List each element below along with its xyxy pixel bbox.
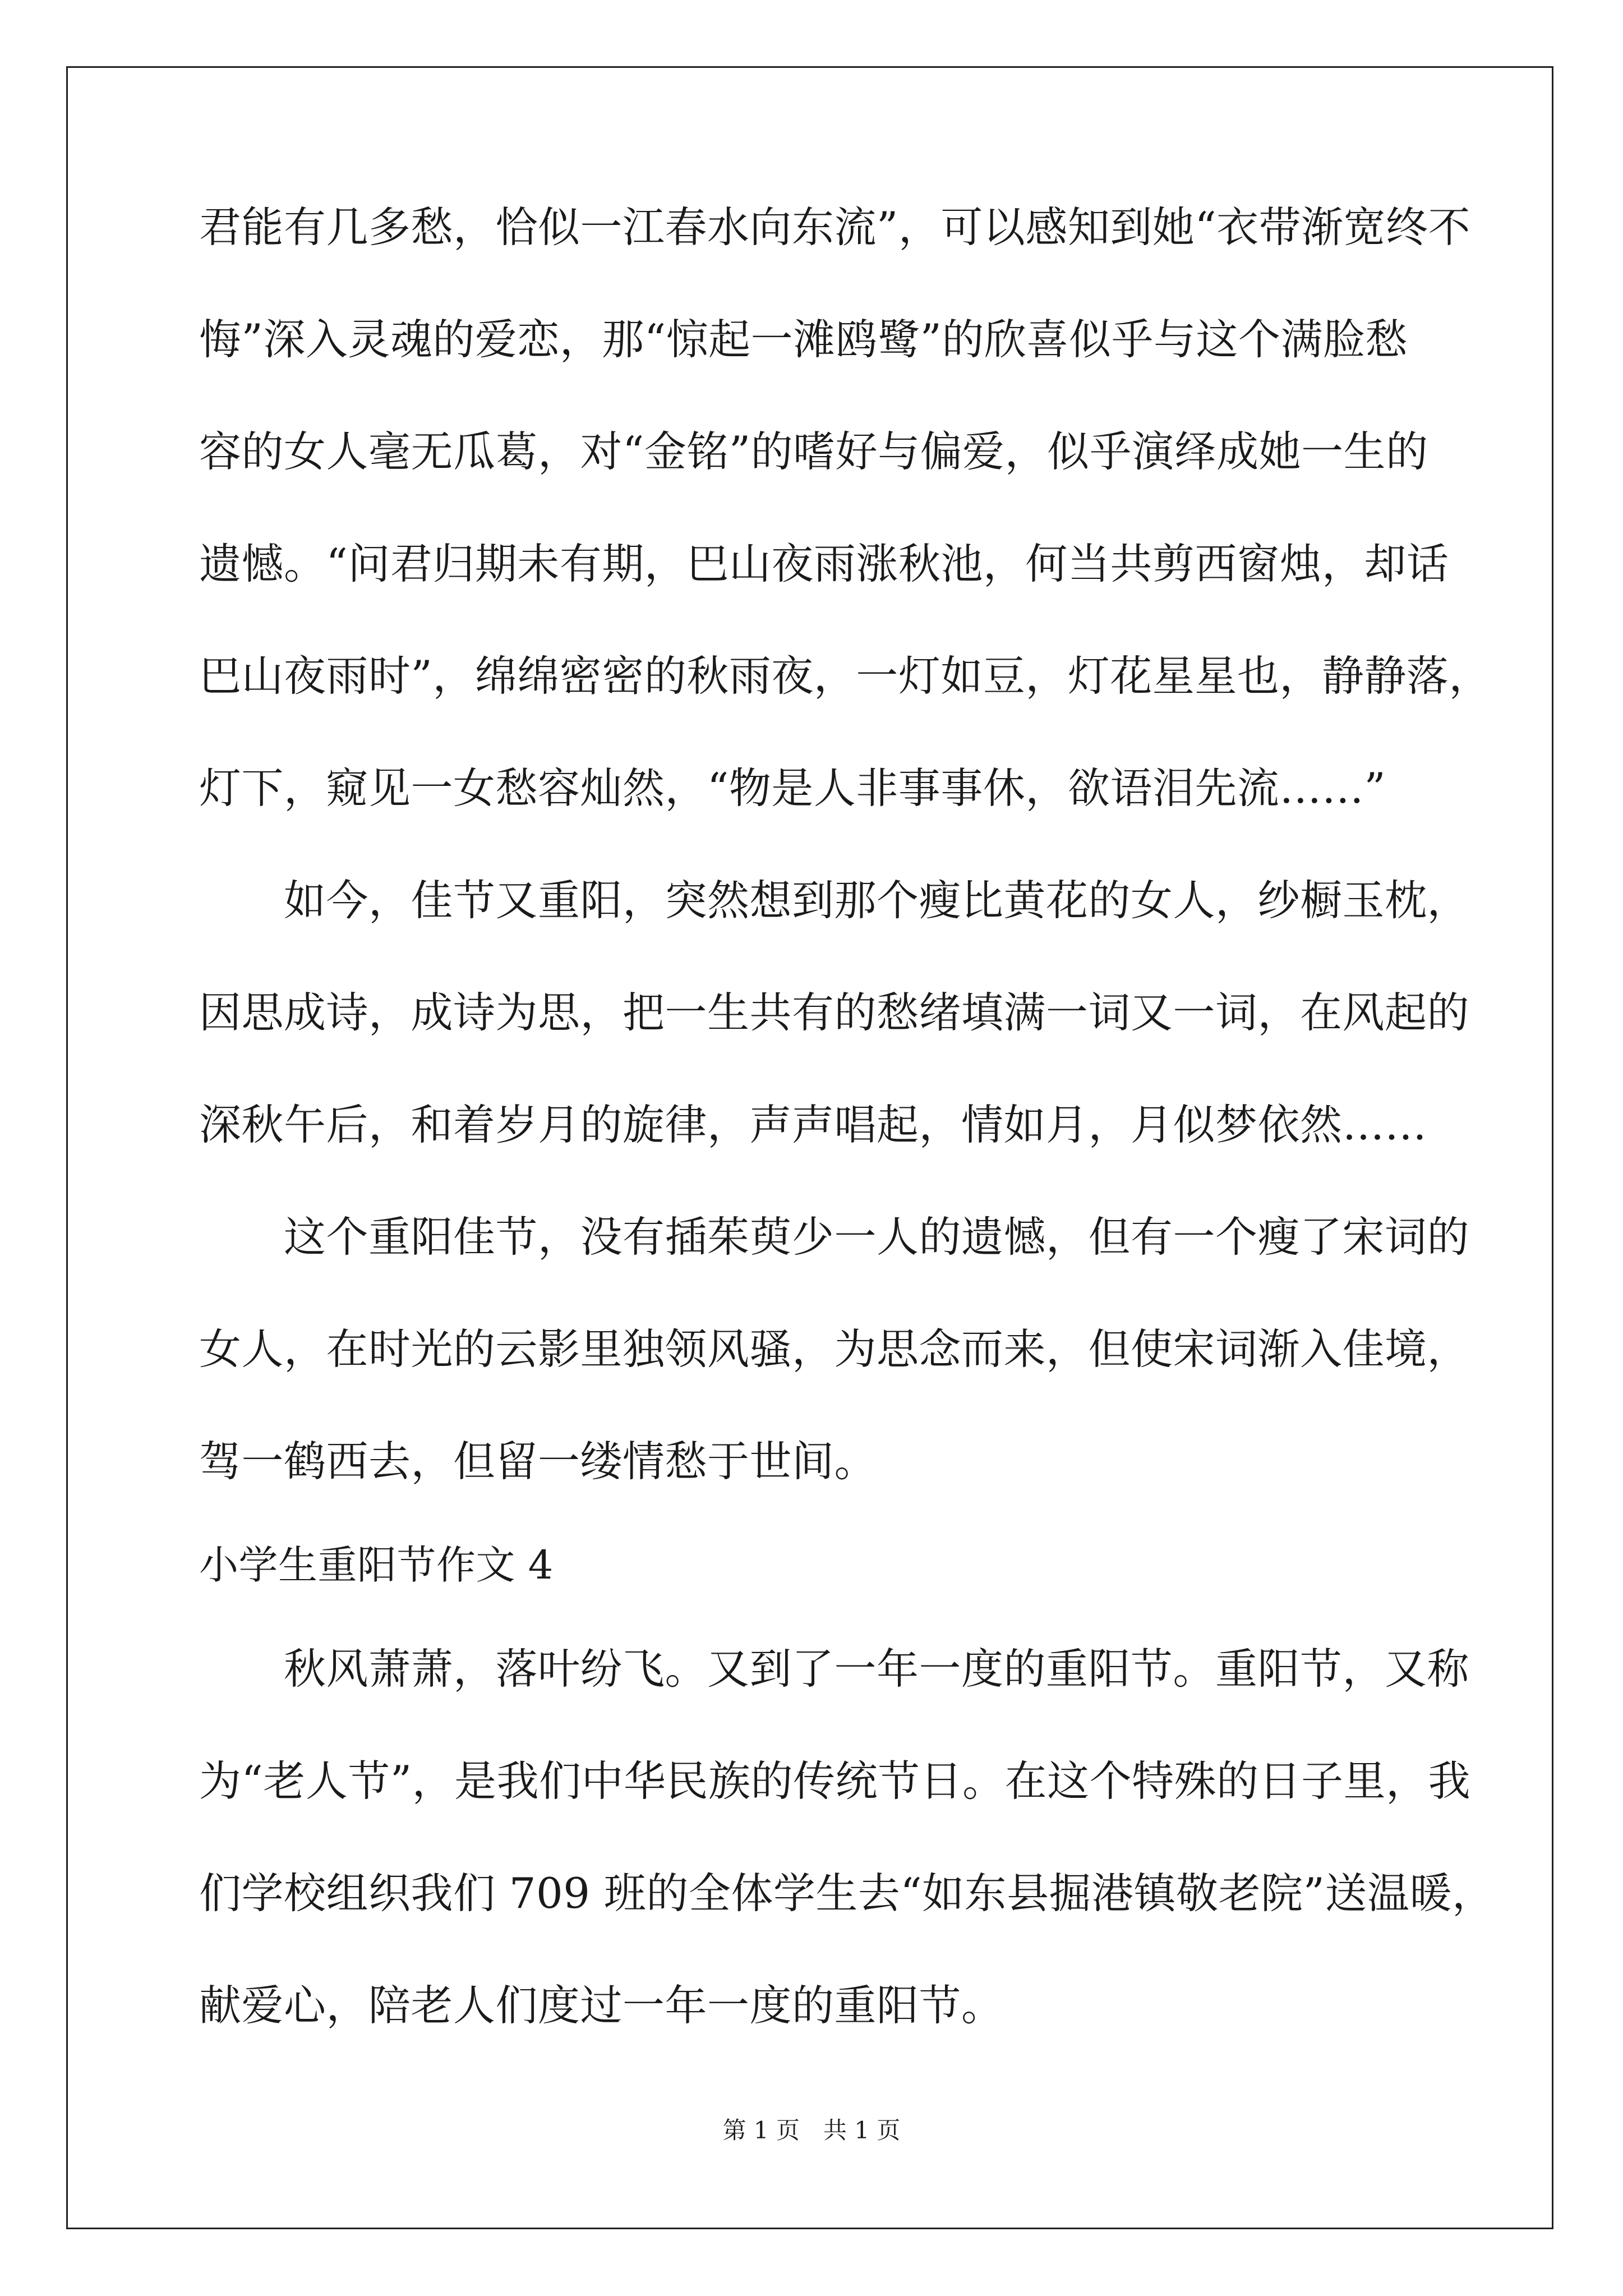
text-line: 这个重阳佳节，没有插茱萸少一人的遗憾，但有一个瘦了宋词的 <box>199 1212 1470 1262</box>
text-line: 驾一鹤西去，但留一缕情愁于世间。 <box>199 1437 877 1486</box>
text-line: 们学校组织我们 709 班的全体学生去“如东县掘港镇敬老院”送温暖， <box>199 1869 1495 1918</box>
text-line: 因思成诗，成诗为思，把一生共有的愁绪填满一词又一词，在风起的 <box>199 988 1470 1037</box>
text-line: 为“老人节”，是我们中华民族的传统节日。在这个特殊的日子里，我 <box>199 1756 1471 1806</box>
text-line: 悔”深入灵魂的爱恋，那“惊起一滩鸥鹭”的欣喜似乎与这个满脸愁 <box>199 315 1408 364</box>
text-line: 献爱心，陪老人们度过一年一度的重阳节。 <box>199 1981 1004 2030</box>
section-heading: 小学生重阳节作文 4 <box>199 1542 554 1588</box>
text-line: 秋风萧萧，落叶纷飞。又到了一年一度的重阳节。重阳节，又称 <box>199 1644 1470 1694</box>
text-line: 容的女人毫无瓜葛，对“金铭”的嗜好与偏爱，似乎演绎成她一生的 <box>199 427 1428 476</box>
text-line: 女人，在时光的云影里独领风骚，为思念而来，但使宋词渐入佳境， <box>199 1324 1470 1374</box>
text-line: 遗憾。“问君归期未有期，巴山夜雨涨秋池，何当共剪西窗烛，却话 <box>199 539 1449 588</box>
text-line: 君能有几多愁，恰似一江春水向东流”，可以感知到她“衣带渐宽终不 <box>199 203 1471 252</box>
text-line: 巴山夜雨时”，绵绵密密的秋雨夜，一灯如豆，灯花星星也，静静落， <box>199 651 1491 701</box>
text-line: 深秋午后，和着岁月的旋律，声声唱起，情如月，月似梦依然…… <box>199 1100 1427 1149</box>
text-line: 如今，佳节又重阳，突然想到那个瘦比黄花的女人，纱橱玉枕， <box>199 876 1470 925</box>
text-line: 灯下，窥见一女愁容灿然，“物是人非事事休，欲语泪先流……” <box>199 763 1386 813</box>
page-footer: 第 1 页 共 1 页 <box>722 2116 901 2144</box>
